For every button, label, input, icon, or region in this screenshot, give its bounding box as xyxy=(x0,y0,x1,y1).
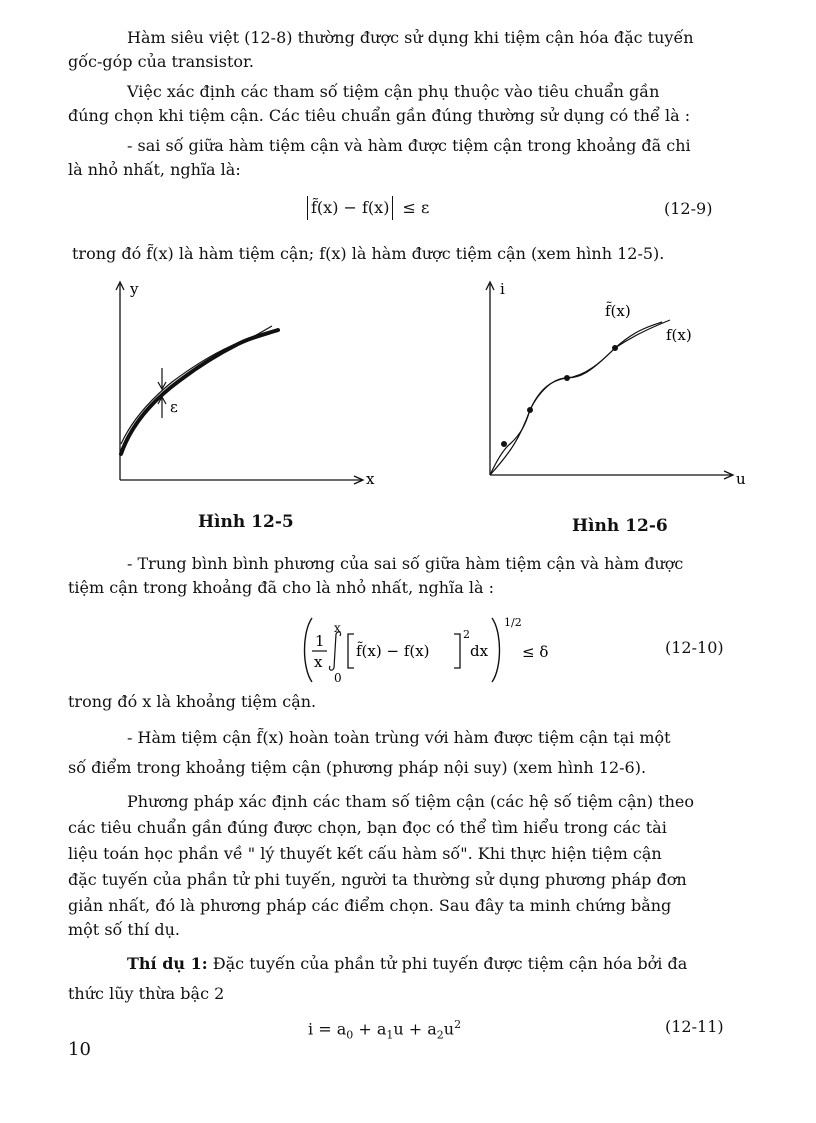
eq-12-11-tail: u xyxy=(443,1019,455,1039)
eq-12-11-sup-2: 2 xyxy=(454,1018,462,1031)
example-1-label: Thí dụ 1: xyxy=(127,954,208,973)
f-tilde-label: f̃(x) xyxy=(605,302,631,320)
x-axis-label: x xyxy=(366,470,375,488)
equation-12-11-number: (12-11) xyxy=(665,1017,724,1036)
left-bracket xyxy=(348,634,354,668)
interpolation-point xyxy=(501,441,507,447)
u-axis-label: u xyxy=(736,470,746,488)
eq-12-11-term-1: + a xyxy=(353,1019,387,1039)
eq-12-11-sub-2: 2 xyxy=(436,1028,444,1042)
paragraph-2-line-2: đúng chọn khi tiệm cận. Các tiêu chuẩn gần đúng thường sử dụng có thể là : xyxy=(68,106,691,125)
approx-curve xyxy=(490,322,662,475)
equation-12-11 xyxy=(308,1014,461,1047)
figure-12-5 xyxy=(100,278,400,498)
example-1-text: Đặc tuyến của phần tử phi tuyến được tiệm cận hóa bởi đa xyxy=(207,954,688,973)
right-bracket xyxy=(454,634,460,668)
integrand: f̃(x) − f(x) xyxy=(356,642,430,660)
square-exponent: 2 xyxy=(463,628,470,641)
example-1-line-1 xyxy=(127,954,687,974)
criterion-2-line-2: tiệm cận trong khoảng đã cho là nhỏ nhất, nghĩa là : xyxy=(68,578,494,597)
dx-label: dx xyxy=(470,642,489,660)
paragraph-3-line-6: một số thí dụ. xyxy=(68,920,180,939)
paragraph-3-line-3: liệu toán học phần về " lý thuyết kết cấu hàm số". Khi thực hiện tiệm cận xyxy=(68,844,662,863)
eq-12-11-term-2: u + a xyxy=(393,1019,437,1039)
power-exponent: 1/2 xyxy=(504,616,522,629)
i-axis-label: i xyxy=(500,280,505,298)
interpolation-point xyxy=(527,407,533,413)
eq-12-11-sub-1: 1 xyxy=(386,1028,394,1042)
paragraph-3-line-4: đặc tuyến của phần tử phi tuyến, người ta thường sử dụng phương pháp đơn xyxy=(68,870,687,889)
figure-12-5-caption: Hình 12-5 xyxy=(198,512,294,532)
f-label: f(x) xyxy=(666,326,692,344)
right-paren xyxy=(492,618,500,682)
equation-12-10-number: (12-10) xyxy=(665,638,724,657)
epsilon-label: ε xyxy=(170,398,178,416)
criterion-1-line-1: - sai số giữa hàm tiệm cận và hàm được tiệm cận trong khoảng đã chi xyxy=(127,136,691,155)
paragraph-1-line-2: gốc-góp của transistor. xyxy=(68,52,254,71)
criterion-3-line-1: - Hàm tiệm cận f̃(x) hoàn toàn trùng với hàm được tiệm cận tại một xyxy=(127,728,671,747)
abs-value-expression: f̃(x) − f(x) xyxy=(307,196,393,220)
interpolation-point xyxy=(564,375,570,381)
equation-12-9-relation: ≤ ε xyxy=(402,198,430,217)
actual-curve xyxy=(121,326,272,444)
paragraph-1-line-1: Hàm siêu việt (12-8) thường được sử dụng khi tiệm cận hóa đặc tuyến xyxy=(127,28,694,47)
equation-12-10-note: trong đó x là khoảng tiệm cận. xyxy=(68,692,317,711)
equation-12-10-relation: ≤ δ xyxy=(522,643,549,661)
lower-limit: 0 xyxy=(334,671,342,685)
integral-sign-icon xyxy=(329,632,340,670)
approx-curve xyxy=(121,330,278,454)
page-number: 10 xyxy=(68,1039,91,1060)
eq-12-11-lhs: i = a xyxy=(308,1019,347,1039)
equation-12-10 xyxy=(300,612,560,686)
figure-12-6-caption: Hình 12-6 xyxy=(572,516,668,536)
upper-limit: x xyxy=(334,621,341,635)
y-axis-label: y xyxy=(130,280,139,298)
paragraph-3-line-1: Phương pháp xác định các tham số tiệm cận (các hệ số tiệm cận) theo xyxy=(127,792,695,811)
criterion-1-line-2: là nhỏ nhất, nghĩa là: xyxy=(68,160,241,179)
paragraph-3-line-5: giản nhất, đó là phương pháp các điểm chọn. Sau đây ta minh chứng bằng xyxy=(68,896,672,915)
frac-denominator: x xyxy=(314,653,323,671)
interpolation-point xyxy=(612,345,618,351)
criterion-2-line-1: - Trung bình bình phương của sai số giữa hàm tiệm cận và hàm được xyxy=(127,554,684,573)
eq-12-11-sub-0: 0 xyxy=(346,1028,354,1042)
figure-12-6 xyxy=(470,278,770,498)
paragraph-3-line-2: các tiêu chuẩn gần đúng được chọn, bạn đọc có thể tìm hiểu trong các tài xyxy=(68,818,667,837)
equation-12-9 xyxy=(307,196,429,220)
left-paren xyxy=(305,618,313,682)
equation-12-9-note: trong đó f̃(x) là hàm tiệm cận; f(x) là hàm được tiệm cận (xem hình 12-5). xyxy=(72,244,665,263)
actual-curve xyxy=(490,320,670,475)
frac-numerator: 1 xyxy=(315,632,325,650)
example-1-line-2: thức lũy thừa bậc 2 xyxy=(68,984,225,1003)
paragraph-2-line-1: Việc xác định các tham số tiệm cận phụ thuộc vào tiêu chuẩn gần xyxy=(127,82,660,101)
equation-12-9-number: (12-9) xyxy=(664,199,713,218)
criterion-3-line-2: số điểm trong khoảng tiệm cận (phương pháp nội suy) (xem hình 12-6). xyxy=(68,758,647,777)
